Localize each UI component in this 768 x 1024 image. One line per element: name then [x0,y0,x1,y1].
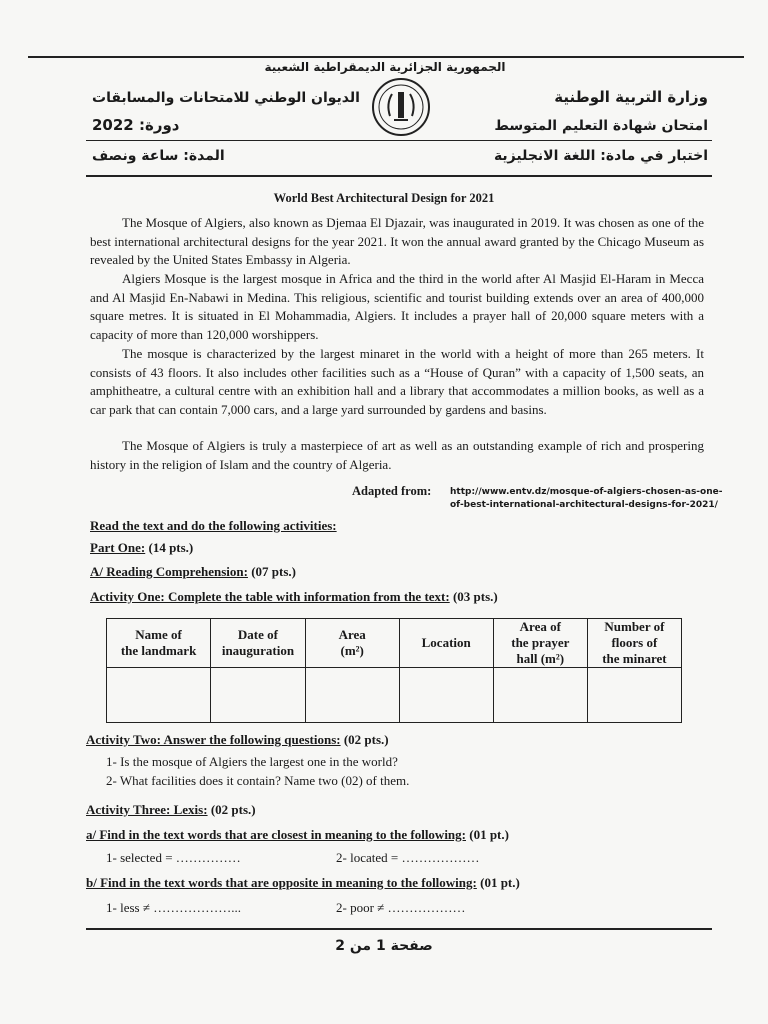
section-a-heading [90,564,296,580]
activity-three-label: Activity Three: Lexis: [86,802,208,817]
answer-cell-floors[interactable] [587,668,681,723]
paragraph-2: Algiers Mosque is the largest mosque in Africa and the third in the world after Al Masjid El-Haram in Mecca and Al Masjid En-Nabawi in Medina. This religious, scientific and tourist building extends over an area of 400,000 square metres. It is situated in El Mohammadia, Algiers. It includes a prayer hall of 20,000 square meters with a capacity of more than 120,000 worshippers. [90,271,704,342]
office-label: الديوان الوطني للامتحانات والمسابقات [92,90,360,106]
lexis-a-points: (01 pt.) [466,827,509,842]
activity-two-label: Activity Two: Answer the following questions: [86,732,341,747]
republic-heading: الجمهورية الجزائرية الديمقراطية الشعبية [264,60,506,74]
info-table [106,618,682,723]
ministry-label: وزارة التربية الوطنية [554,88,708,106]
page-number: صفحة 1 من 2 [335,938,433,954]
activity-one-heading [90,589,498,605]
answer-cell-date[interactable] [211,668,306,723]
source-label: Adapted from: [352,484,432,498]
paragraph-3: The mosque is characterized by the largest minaret in the world with a height of more than 265 meters. It consists of 43 floors. It also includes other facilities such as a “House of Quran” with a capacity of 1,500 seats, an amphitheatre, a cultural centre with an exhibition hall and a library that accommodates a million books, as well as a car park that can contain 7,000 cars, and a large yard surrounded by gardens and basins. [90,346,704,417]
lexis-b-points: (01 pt.) [476,875,520,890]
lexis-b-heading [86,875,520,891]
source-url-line-1: http://www.entv.dz/mosque-of-algiers-chosen-as-one- [450,487,723,497]
part-one-heading [90,540,193,556]
table-header-row [107,619,682,668]
lexis-a-item-1[interactable]: 1- selected = …………… [106,850,241,865]
lexis-a-label: a/ Find in the text words that are closest in meaning to the following: [86,827,466,842]
question-2: 2- What facilities does it contain? Name two (02) of them. [106,773,410,788]
lexis-b-item-2[interactable]: 2- poor ≠ ……………… [336,900,466,915]
activity-one-label: Activity One: Complete the table with information from the text: [90,589,450,604]
session-label: دورة: 2022 [92,116,180,134]
lexis-a-item-2[interactable]: 2- located = ……………… [336,850,480,865]
national-emblem [370,76,432,138]
footer-rule [86,928,712,930]
duration-label: المدة: ساعة ونصف [92,148,225,164]
part-one-label: Part One: [90,540,146,555]
lexis-a-heading [86,827,509,843]
col-header-prayer-hall: Area of the prayer hall (m²) [493,619,587,668]
part-one-points: (14 pts.) [145,540,194,555]
col-header-date: Date of inauguration [211,619,306,668]
lexis-b-label: b/ Find in the text words that are opposite in meaning to the following: [86,875,477,890]
activity-three-heading [86,802,256,818]
col-header-name: Name of the landmark [107,619,211,668]
col-header-area: Area (m²) [305,619,399,668]
activity-two-points: (02 pts.) [340,732,389,747]
section-a-label: A/ Reading Comprehension: [90,564,248,579]
activity-one-points: (03 pts.) [449,589,498,604]
paragraph-1: The Mosque of Algiers, also known as Djemaa El Djazair, was inaugurated in 2019. It was chosen as one of the best international architectural designs for the year 2021. It won the annual award granted by the Chicago Museum as revealed by the United States Embassy in Algeria. [90,215,704,268]
table-row [107,668,682,723]
answer-cell-prayer-hall[interactable] [493,668,587,723]
text-title: World Best Architectural Design for 2021 [273,191,495,205]
header-bottom-rule [86,175,712,177]
paragraph-4: The Mosque of Algiers is truly a masterpiece of art as well as an outstanding example of rich and prospering history in the religion of Islam and the country of Algeria. [90,438,704,472]
header-rule [86,140,712,141]
exam-label: امتحان شهادة التعليم المتوسط [494,118,708,134]
subject-label: اختبار في مادة: اللغة الانجليزية [493,148,708,164]
section-a-points: (07 pts.) [247,564,296,579]
answer-cell-name[interactable] [107,668,211,723]
question-1: 1- Is the mosque of Algiers the largest one in the world? [106,754,398,769]
answer-cell-location[interactable] [399,668,493,723]
col-header-location: Location [399,619,493,668]
answer-cell-area[interactable] [305,668,399,723]
read-instruction: Read the text and do the following activities: [90,518,337,533]
col-header-floors: Number of floors of the minaret [587,619,681,668]
top-rule [28,56,744,58]
activity-three-points: (02 pts.) [207,802,256,817]
source-url-line-2: of-best-international-architectural-designs-for-2021/ [450,500,718,510]
lexis-b-item-1[interactable]: 1- less ≠ ………………... [106,900,241,915]
activity-two-heading [86,732,389,748]
